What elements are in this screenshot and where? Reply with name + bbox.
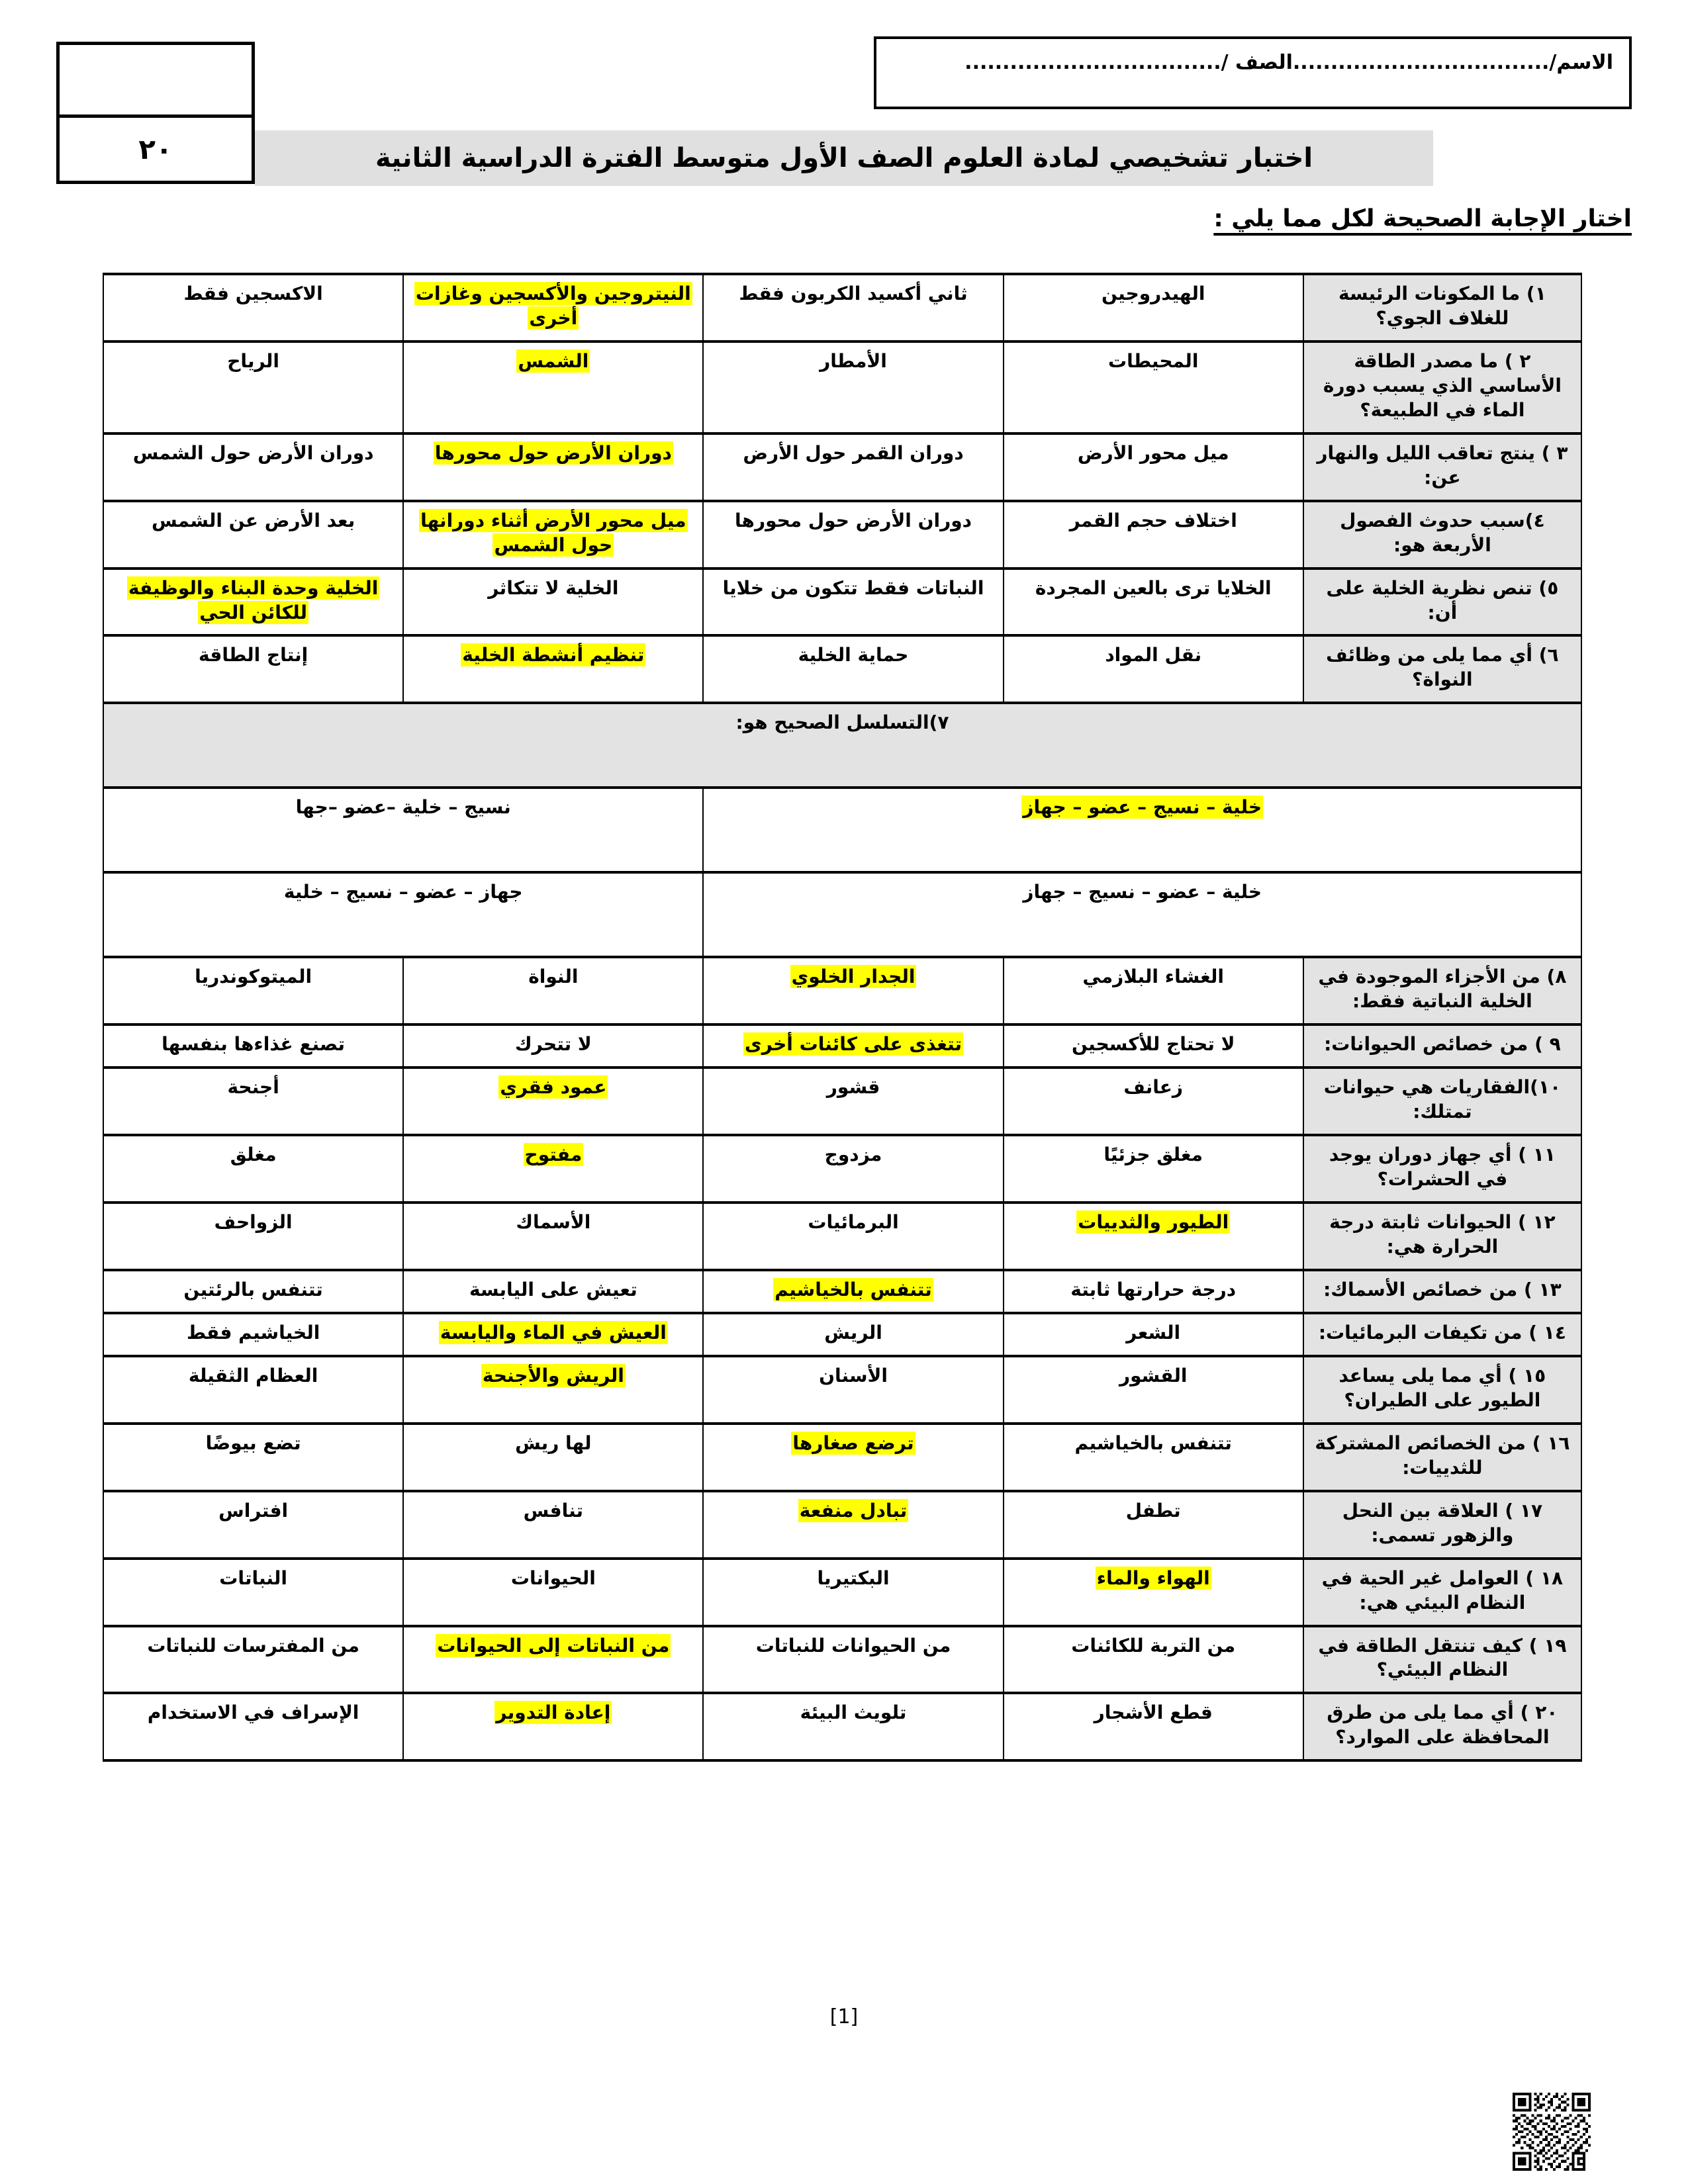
option-text: الريش xyxy=(824,1321,882,1343)
sequence-option-cell[interactable] xyxy=(703,788,1581,872)
option-text: تطفل xyxy=(1125,1499,1181,1522)
option-text: لها ريش xyxy=(515,1432,592,1454)
option-text: الخلايا ترى بالعين المجردة xyxy=(1035,576,1272,599)
option-text: الجدار الخلوي xyxy=(791,966,915,988)
option-text: الميتوكوندريا xyxy=(195,966,312,988)
option-cell[interactable] xyxy=(403,1270,703,1313)
option-text: زعانف xyxy=(1123,1076,1184,1099)
option-cell[interactable] xyxy=(403,1313,703,1356)
option-text: الخلية لا تتكاثر xyxy=(488,576,619,599)
question-cell: ٢ ) ما مصدر الطاقة الأساسي الذي يسبب دورة الماء في الطبيعة؟ xyxy=(1303,341,1581,433)
option-text: تتنفس بالخياشيم xyxy=(774,1278,932,1300)
table-row xyxy=(103,569,1581,636)
option-cell[interactable] xyxy=(1004,1424,1303,1491)
option-cell[interactable] xyxy=(403,635,703,703)
option-cell[interactable] xyxy=(103,1068,403,1135)
option-cell[interactable] xyxy=(1004,1203,1303,1270)
option-text: الهواء والماء xyxy=(1096,1567,1210,1589)
option-text: الشعر xyxy=(1126,1321,1181,1343)
option-text: ميل محور الأرض xyxy=(1077,441,1229,464)
question-cell: ٨) من الأجزاء الموجودة في الخلية النباتية فقط: xyxy=(1303,957,1581,1024)
option-text: من الحيوانات للنباتات xyxy=(755,1634,951,1657)
option-text: دوران القمر حول الأرض xyxy=(743,441,964,464)
option-cell[interactable] xyxy=(403,1491,703,1559)
question-cell: ٦) أي مما يلى من وظائف النواة؟ xyxy=(1303,635,1581,703)
table-row xyxy=(103,1424,1581,1491)
option-cell[interactable] xyxy=(703,1024,1003,1068)
option-cell[interactable] xyxy=(703,1626,1003,1694)
question-cell: ١١ ) أي جهاز دوران يوجد في الحشرات؟ xyxy=(1303,1135,1581,1203)
student-name-and-class-line xyxy=(892,51,1613,75)
option-cell[interactable] xyxy=(1004,1068,1303,1135)
table-row xyxy=(103,872,1581,957)
option-cell[interactable] xyxy=(1004,1491,1303,1559)
option-cell[interactable] xyxy=(1004,1626,1303,1694)
option-cell[interactable] xyxy=(703,1135,1003,1203)
option-text: تضع بيوضًا xyxy=(205,1432,301,1454)
score-box-total-marks: ٢٠ xyxy=(138,133,173,165)
table-row xyxy=(103,1270,1581,1313)
option-text: الاكسجين فقط xyxy=(183,283,323,304)
option-cell[interactable] xyxy=(403,1356,703,1424)
table-row xyxy=(103,1693,1581,1760)
option-cell[interactable] xyxy=(703,569,1003,636)
option-cell[interactable] xyxy=(1004,274,1303,341)
question-cell: ١٩ ) كيف تنتقل الطاقة في النظام البيئي؟ xyxy=(1303,1626,1581,1694)
question-cell: ١٤ ) من تكيفات البرمائيات: xyxy=(1303,1313,1581,1356)
option-cell[interactable] xyxy=(103,1559,403,1626)
option-cell[interactable] xyxy=(1004,1313,1303,1356)
score-box-upper-cell xyxy=(60,45,252,118)
table-row xyxy=(103,703,1581,788)
option-cell[interactable] xyxy=(103,1356,403,1424)
option-cell[interactable] xyxy=(403,1068,703,1135)
option-text: تصنع غذاءها بنفسها xyxy=(162,1033,346,1056)
question-cell: ١٧ ) العلاقة بين النحل والزهور تسمى: xyxy=(1303,1491,1581,1559)
option-text: من التربة للكائنات xyxy=(1071,1634,1236,1657)
page-title: اختبار تشخيصي لمادة العلوم الصف الأول متوسط الفترة الدراسية الثانية xyxy=(255,130,1433,186)
option-cell[interactable] xyxy=(703,341,1003,433)
option-cell[interactable] xyxy=(703,1491,1003,1559)
option-cell[interactable] xyxy=(403,433,703,501)
name-field-label: الاسم/ xyxy=(1549,51,1613,74)
option-cell[interactable] xyxy=(403,569,703,636)
option-cell[interactable] xyxy=(1004,635,1303,703)
option-text: مزدوج xyxy=(824,1144,882,1166)
option-text: افتراس xyxy=(218,1499,289,1522)
option-text: عمود فقري xyxy=(500,1076,607,1099)
option-cell[interactable] xyxy=(1004,341,1303,433)
option-cell[interactable] xyxy=(103,1203,403,1270)
option-cell[interactable] xyxy=(103,957,403,1024)
option-cell[interactable] xyxy=(703,274,1003,341)
table-row xyxy=(103,1068,1581,1135)
option-text: تتغذى على كائنات أخرى xyxy=(745,1033,962,1056)
option-cell[interactable] xyxy=(403,1559,703,1626)
option-text: إعادة التدوير xyxy=(496,1702,611,1724)
table-row xyxy=(103,957,1581,1024)
table-row xyxy=(103,1559,1581,1626)
question-cell: ١) ما المكونات الرئيسة للغلاف الجوي؟ xyxy=(1303,274,1581,341)
question-cell: ٩ ) من خصائص الحيوانات: xyxy=(1303,1024,1581,1068)
option-text: تلويث البيئة xyxy=(800,1702,907,1724)
table-row xyxy=(103,788,1581,872)
option-text: بعد الأرض عن الشمس xyxy=(152,509,355,531)
option-cell[interactable] xyxy=(403,1693,703,1760)
option-text: مغلق xyxy=(230,1144,277,1166)
sequence-option-cell[interactable] xyxy=(103,788,703,872)
option-cell[interactable] xyxy=(703,501,1003,569)
option-text: لا تحتاج للأكسجين xyxy=(1071,1033,1235,1056)
question-cell: ١٨ ) العوامل غير الحية في النظام البيئي هي: xyxy=(1303,1559,1581,1626)
option-cell[interactable] xyxy=(103,1270,403,1313)
option-cell[interactable] xyxy=(103,1135,403,1203)
name-field-blank[interactable]: .................................. xyxy=(1292,51,1550,74)
option-text: النيتروجين والأكسجين وغازات أخرى xyxy=(415,283,691,329)
option-cell[interactable] xyxy=(703,1356,1003,1424)
option-text: تتنفس بالخياشيم xyxy=(1074,1432,1232,1454)
option-cell[interactable] xyxy=(703,957,1003,1024)
option-cell[interactable] xyxy=(103,1626,403,1694)
option-text: ترضع صغارها xyxy=(792,1432,914,1454)
class-field-label: الصف / xyxy=(1221,51,1293,74)
option-cell[interactable] xyxy=(1004,501,1303,569)
option-text: لا تتحرك xyxy=(514,1033,592,1056)
option-cell[interactable] xyxy=(703,1068,1003,1135)
option-text: مفتوح xyxy=(524,1144,583,1166)
option-text: ثاني أكسيد الكربون فقط xyxy=(739,283,968,304)
questions-table xyxy=(103,273,1582,1762)
qr-code-icon xyxy=(1513,2093,1591,2171)
instruction-text: اختار الإجابة الصحيحة لكل مما يلي : xyxy=(1213,205,1632,232)
option-text: النباتات xyxy=(219,1567,287,1589)
option-cell[interactable] xyxy=(103,1024,403,1068)
option-text: تنظيم أنشطة الخلية xyxy=(462,644,645,666)
option-cell[interactable] xyxy=(1004,1270,1303,1313)
page-number: [1] xyxy=(829,2005,859,2028)
option-text: مغلق جزئيًا xyxy=(1103,1144,1203,1166)
option-text: أجنحة xyxy=(227,1076,279,1099)
option-text: قطع الأشجار xyxy=(1094,1702,1213,1724)
option-text: تنافس xyxy=(523,1499,584,1522)
option-text: الأسنان xyxy=(819,1364,888,1387)
option-text: الزواحف xyxy=(214,1211,293,1234)
option-text: الإسراف في الاستخدام xyxy=(147,1702,359,1724)
option-text: الأمطار xyxy=(820,349,887,372)
option-cell[interactable] xyxy=(1004,1356,1303,1424)
option-text: نسيج – خلية –عضو –جها xyxy=(295,796,511,819)
table-row xyxy=(103,433,1581,501)
table-row xyxy=(103,274,1581,341)
option-text: العيش في الماء واليابسة xyxy=(440,1321,667,1343)
option-cell[interactable] xyxy=(1004,1559,1303,1626)
option-text: الشمس xyxy=(518,349,589,372)
question-cell: ١٢ ) الحيوانات ثابتة درجة الحرارة هي: xyxy=(1303,1203,1581,1270)
page-header xyxy=(0,36,1688,189)
option-text: العظام الثقيلة xyxy=(188,1364,318,1387)
question-cell: ١٠)الفقاريات هي حيوانات تمتلك: xyxy=(1303,1068,1581,1135)
table-row xyxy=(103,635,1581,703)
option-cell[interactable] xyxy=(1004,1024,1303,1068)
option-text: البرمائيات xyxy=(808,1211,899,1234)
option-text: تبادل منفعة xyxy=(799,1499,908,1522)
option-text: الغشاء البلازمي xyxy=(1082,966,1224,988)
option-cell[interactable] xyxy=(1004,569,1303,636)
table-row xyxy=(103,1203,1581,1270)
option-text: الريش والأجنحة xyxy=(482,1364,624,1387)
option-text: خلية – نسيج – عضو – جهاز xyxy=(1023,796,1262,819)
option-text: دوران الأرض حول محورها xyxy=(434,441,672,464)
option-text: تعيش على اليابسة xyxy=(469,1278,637,1300)
option-cell[interactable] xyxy=(403,501,703,569)
option-text: دوران الأرض حول محورها xyxy=(735,509,972,531)
option-text: حماية الخلية xyxy=(798,644,909,666)
option-cell[interactable] xyxy=(403,1424,703,1491)
question-cell: ١٣ ) من خصائص الأسماك: xyxy=(1303,1270,1581,1313)
option-text: الطيور والثدييات xyxy=(1078,1211,1229,1234)
option-text: دوران الأرض حول الشمس xyxy=(132,441,374,464)
option-text: الهيدروجين xyxy=(1101,283,1205,304)
option-text: الحيوانات xyxy=(510,1567,596,1589)
option-cell[interactable] xyxy=(103,501,403,569)
option-text: من النباتات إلى الحيوانات xyxy=(437,1634,670,1657)
option-cell[interactable] xyxy=(403,341,703,433)
table-row xyxy=(103,341,1581,433)
option-cell[interactable] xyxy=(403,1024,703,1068)
option-text: اختلاف حجم القمر xyxy=(1069,509,1237,531)
option-cell[interactable] xyxy=(703,1270,1003,1313)
option-text: من المفترسات للنباتات xyxy=(147,1634,359,1657)
option-cell[interactable] xyxy=(703,635,1003,703)
option-text: الأسماك xyxy=(516,1211,591,1234)
student-info-box[interactable] xyxy=(874,36,1632,109)
table-row xyxy=(103,1356,1581,1424)
option-cell[interactable] xyxy=(103,1693,403,1760)
question-cell: ٧)التسلسل الصحيح هو: xyxy=(103,703,1581,788)
option-text: النواة xyxy=(528,966,579,988)
option-cell[interactable] xyxy=(103,1313,403,1356)
sequence-option-cell[interactable] xyxy=(103,872,703,957)
table-row xyxy=(103,1313,1581,1356)
option-cell[interactable] xyxy=(703,433,1003,501)
option-text: قشور xyxy=(826,1076,880,1099)
option-cell[interactable] xyxy=(403,1135,703,1203)
table-row xyxy=(103,1135,1581,1203)
question-cell: ١٦ ) من الخصائص المشتركة للثدييات: xyxy=(1303,1424,1581,1491)
table-row xyxy=(103,501,1581,569)
option-cell[interactable] xyxy=(403,957,703,1024)
option-cell[interactable] xyxy=(703,1693,1003,1760)
option-text: المحيطات xyxy=(1108,349,1199,372)
option-cell[interactable] xyxy=(103,635,403,703)
option-cell[interactable] xyxy=(1004,433,1303,501)
option-cell[interactable] xyxy=(103,569,403,636)
table-row xyxy=(103,1491,1581,1559)
option-cell[interactable] xyxy=(703,1203,1003,1270)
score-box xyxy=(56,42,255,184)
option-text: الرياح xyxy=(227,349,279,372)
option-text: البكتيريا xyxy=(817,1567,890,1589)
option-text: الخلية وحدة البناء والوظيفة للكائن الحي xyxy=(128,576,379,623)
option-text: خلية – عضو – نسيج – جهاز xyxy=(1023,881,1262,903)
option-text: تتنفس بالرئتين xyxy=(183,1278,323,1300)
option-cell[interactable] xyxy=(403,274,703,341)
question-cell: ٢٠ ) أي مما يلى من طرق المحافظة على الموارد؟ xyxy=(1303,1693,1581,1760)
question-cell: ٥) تنص نظرية الخلية على أن: xyxy=(1303,569,1581,636)
table-row xyxy=(103,1024,1581,1068)
option-cell[interactable] xyxy=(103,274,403,341)
option-cell[interactable] xyxy=(403,1626,703,1694)
question-cell: ٣ ) ينتج تعاقب الليل والنهار عن: xyxy=(1303,433,1581,501)
option-cell[interactable] xyxy=(103,1424,403,1491)
table-row xyxy=(103,1626,1581,1694)
question-cell: ٤)سبب حدوث الفصول الأربعة هو: xyxy=(1303,501,1581,569)
option-text: إنتاج الطاقة xyxy=(199,644,308,666)
option-cell[interactable] xyxy=(703,1313,1003,1356)
option-cell[interactable] xyxy=(103,341,403,433)
sequence-option-cell[interactable] xyxy=(703,872,1581,957)
option-text: نقل المواد xyxy=(1105,644,1202,666)
option-text: جهاز – عضو – نسيج – خلية xyxy=(283,881,523,903)
option-cell[interactable] xyxy=(1004,1693,1303,1760)
option-text: ميل محور الأرض أثناء دورانها حول الشمس xyxy=(420,509,686,556)
option-cell[interactable] xyxy=(1004,1135,1303,1203)
option-text: الخياشيم فقط xyxy=(186,1321,320,1343)
option-cell[interactable] xyxy=(103,1491,403,1559)
option-cell[interactable] xyxy=(403,1203,703,1270)
question-cell: ١٥ ) أي مما يلى يساعد الطيور على الطيران؟ xyxy=(1303,1356,1581,1424)
option-cell[interactable] xyxy=(703,1424,1003,1491)
class-field-blank[interactable]: .................................. xyxy=(964,51,1221,74)
option-cell[interactable] xyxy=(103,433,403,501)
option-cell[interactable] xyxy=(1004,957,1303,1024)
option-text: درجة حرارتها ثابتة xyxy=(1070,1278,1237,1300)
option-text: النباتات فقط تتكون من خلايا xyxy=(722,576,984,599)
option-cell[interactable] xyxy=(703,1559,1003,1626)
option-text: القشور xyxy=(1119,1364,1188,1387)
